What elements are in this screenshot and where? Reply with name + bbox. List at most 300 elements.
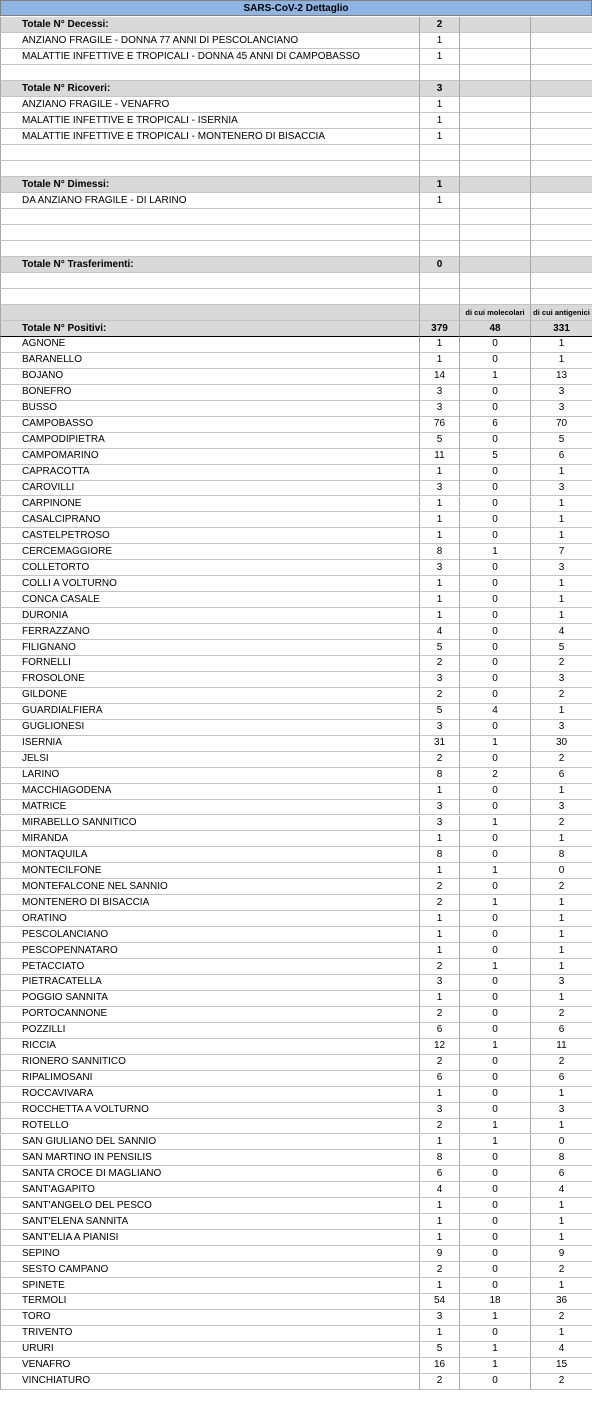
row-molecular	[460, 33, 531, 49]
row-antigenic: 6	[531, 1071, 592, 1087]
table-row	[0, 433, 592, 449]
row-label: CAMPODIPIETRA	[0, 433, 420, 449]
row-molecular: 0	[460, 1150, 531, 1166]
row-total: 3	[420, 975, 460, 991]
row-antigenic: 3	[531, 800, 592, 816]
row-molecular	[460, 225, 531, 241]
row-antigenic: 1	[531, 991, 592, 1007]
row-antigenic: 7	[531, 544, 592, 560]
row-molecular: 1	[460, 1039, 531, 1055]
row-molecular: 0	[460, 688, 531, 704]
row-total: 1	[420, 353, 460, 369]
row-label: SANT'ELENA SANNITA	[0, 1214, 420, 1230]
row-label	[0, 273, 420, 289]
row-label: TERMOLI	[0, 1294, 420, 1310]
table-row	[0, 481, 592, 497]
row-total	[420, 145, 460, 161]
row-total: 1	[420, 863, 460, 879]
table-row	[0, 1342, 592, 1358]
table-row	[0, 1294, 592, 1310]
row-molecular: 0	[460, 465, 531, 481]
row-total: 54	[420, 1294, 460, 1310]
row-antigenic: 1	[531, 512, 592, 528]
row-total: 2	[420, 879, 460, 895]
row-label: SANT'ANGELO DEL PESCO	[0, 1198, 420, 1214]
row-molecular: 0	[460, 847, 531, 863]
row-label: GUARDIALFIERA	[0, 704, 420, 720]
row-total: 1	[420, 927, 460, 943]
table-row	[0, 544, 592, 560]
row-molecular	[460, 257, 531, 273]
table-row	[0, 1326, 592, 1342]
table-row	[0, 1214, 592, 1230]
row-total: 3	[420, 1310, 460, 1326]
row-antigenic	[531, 257, 592, 273]
row-label: ISERNIA	[0, 736, 420, 752]
row-molecular: 1	[460, 1119, 531, 1135]
list-item	[0, 97, 592, 113]
row-label: FERRAZZANO	[0, 624, 420, 640]
row-total: 3	[420, 1103, 460, 1119]
row-molecular: 0	[460, 497, 531, 513]
row-antigenic	[531, 49, 592, 65]
column-subheader	[0, 305, 592, 321]
row-molecular	[460, 289, 531, 305]
table-row	[0, 752, 592, 768]
row-antigenic: 1	[531, 1087, 592, 1103]
row-label: MALATTIE INFETTIVE E TROPICALI - MONTENERO DI BISACCIA	[0, 129, 420, 145]
row-antigenic: 1	[531, 1230, 592, 1246]
row-antigenic: 0	[531, 863, 592, 879]
sheet-title: SARS-CoV-2 Dettaglio	[0, 0, 592, 16]
row-antigenic	[531, 273, 592, 289]
row-molecular	[460, 177, 531, 193]
row-label: JELSI	[0, 752, 420, 768]
row-label: CASALCIPRANO	[0, 512, 420, 528]
row-total: 3	[420, 481, 460, 497]
row-antigenic: 331	[531, 321, 592, 337]
row-molecular	[460, 17, 531, 33]
row-antigenic: 1	[531, 465, 592, 481]
row-label: TORO	[0, 1310, 420, 1326]
table-row	[0, 337, 592, 353]
row-molecular: 0	[460, 752, 531, 768]
row-molecular: 0	[460, 800, 531, 816]
row-antigenic: 1	[531, 895, 592, 911]
row-antigenic: 2	[531, 1310, 592, 1326]
row-antigenic: 2	[531, 816, 592, 832]
table-row	[0, 1246, 592, 1262]
row-antigenic: 2	[531, 1007, 592, 1023]
row-label: CASTELPETROSO	[0, 528, 420, 544]
row-label: POZZILLI	[0, 1023, 420, 1039]
row-total: 1	[420, 1326, 460, 1342]
row-label: MIRABELLO SANNITICO	[0, 816, 420, 832]
row-total: 1	[420, 97, 460, 113]
section-header-positivi	[0, 321, 592, 337]
row-antigenic: 9	[531, 1246, 592, 1262]
row-total: 9	[420, 1246, 460, 1262]
row-antigenic: 4	[531, 624, 592, 640]
row-total: 6	[420, 1166, 460, 1182]
row-total: 2	[420, 1262, 460, 1278]
row-molecular: 0	[460, 1214, 531, 1230]
row-label	[0, 241, 420, 257]
table-row	[0, 1135, 592, 1151]
section-header-ricoveri	[0, 81, 592, 97]
row-molecular: 0	[460, 991, 531, 1007]
row-antigenic: 1	[531, 704, 592, 720]
row-total: 0	[420, 257, 460, 273]
row-antigenic: 36	[531, 1294, 592, 1310]
row-total: 1	[420, 592, 460, 608]
row-total: 76	[420, 417, 460, 433]
row-label: LARINO	[0, 768, 420, 784]
row-total: 1	[420, 497, 460, 513]
row-label	[0, 225, 420, 241]
empty-row	[0, 289, 592, 305]
row-molecular: 0	[460, 337, 531, 353]
row-molecular	[460, 129, 531, 145]
row-antigenic: 1	[531, 831, 592, 847]
row-total: 1	[420, 1198, 460, 1214]
table-row	[0, 800, 592, 816]
row-label: BARANELLO	[0, 353, 420, 369]
row-total: 8	[420, 1150, 460, 1166]
row-antigenic: 1	[531, 1214, 592, 1230]
row-antigenic	[531, 193, 592, 209]
row-total	[420, 161, 460, 177]
row-molecular: 0	[460, 1326, 531, 1342]
row-label: CAMPOMARINO	[0, 449, 420, 465]
row-label: MATRICE	[0, 800, 420, 816]
table-row	[0, 353, 592, 369]
row-antigenic: 1	[531, 576, 592, 592]
list-item	[0, 193, 592, 209]
row-total: 1	[420, 337, 460, 353]
row-label	[0, 289, 420, 305]
row-label: SESTO CAMPANO	[0, 1262, 420, 1278]
row-label: CAPRACOTTA	[0, 465, 420, 481]
row-label: Totale N° Dimessi:	[0, 177, 420, 193]
table-row	[0, 911, 592, 927]
table-row	[0, 560, 592, 576]
table-row	[0, 528, 592, 544]
row-antigenic: 2	[531, 1262, 592, 1278]
table-row	[0, 879, 592, 895]
row-label: GUGLIONESI	[0, 720, 420, 736]
row-total	[420, 241, 460, 257]
row-label	[0, 65, 420, 81]
row-antigenic: 70	[531, 417, 592, 433]
row-molecular: 1	[460, 369, 531, 385]
row-antigenic: 2	[531, 879, 592, 895]
row-label: VENAFRO	[0, 1358, 420, 1374]
row-label: CERCEMAGGIORE	[0, 544, 420, 560]
row-label: SAN GIULIANO DEL SANNIO	[0, 1135, 420, 1151]
row-molecular: 0	[460, 624, 531, 640]
row-antigenic: 3	[531, 385, 592, 401]
table-row	[0, 1310, 592, 1326]
row-molecular	[460, 113, 531, 129]
row-molecular: 0	[460, 1374, 531, 1390]
row-antigenic: 1	[531, 497, 592, 513]
table-row	[0, 688, 592, 704]
row-antigenic: 1	[531, 337, 592, 353]
table-row	[0, 784, 592, 800]
table-row	[0, 895, 592, 911]
row-label: Totale N° Ricoveri:	[0, 81, 420, 97]
row-total	[420, 225, 460, 241]
row-total: 3	[420, 560, 460, 576]
row-label: CARPINONE	[0, 497, 420, 513]
row-antigenic: 4	[531, 1182, 592, 1198]
row-label: FORNELLI	[0, 656, 420, 672]
row-total: 1	[420, 1214, 460, 1230]
empty-row	[0, 145, 592, 161]
empty-row	[0, 161, 592, 177]
table-row	[0, 672, 592, 688]
row-antigenic: 5	[531, 433, 592, 449]
row-molecular	[460, 65, 531, 81]
row-antigenic: 15	[531, 1358, 592, 1374]
row-antigenic	[531, 161, 592, 177]
row-molecular: 0	[460, 1023, 531, 1039]
row-molecular: 1	[460, 1310, 531, 1326]
row-antigenic: 3	[531, 481, 592, 497]
row-label	[0, 305, 420, 321]
row-label: PESCOLANCIANO	[0, 927, 420, 943]
row-label: VINCHIATURO	[0, 1374, 420, 1390]
row-antigenic	[531, 97, 592, 113]
row-label: ROCCAVIVARA	[0, 1087, 420, 1103]
row-antigenic: 0	[531, 1135, 592, 1151]
row-label: TRIVENTO	[0, 1326, 420, 1342]
row-total: 2	[420, 1119, 460, 1135]
row-molecular: 0	[460, 1103, 531, 1119]
row-label: AGNONE	[0, 337, 420, 353]
row-label: MALATTIE INFETTIVE E TROPICALI - DONNA 45 ANNI DI CAMPOBASSO	[0, 49, 420, 65]
row-molecular	[460, 193, 531, 209]
row-total	[420, 289, 460, 305]
row-label: SANT'AGAPITO	[0, 1182, 420, 1198]
row-antigenic: 6	[531, 1166, 592, 1182]
row-antigenic: 1	[531, 927, 592, 943]
empty-row	[0, 241, 592, 257]
row-molecular	[460, 81, 531, 97]
row-antigenic	[531, 241, 592, 257]
row-molecular: 0	[460, 512, 531, 528]
row-antigenic: 1	[531, 911, 592, 927]
row-molecular: 0	[460, 720, 531, 736]
row-molecular: 0	[460, 353, 531, 369]
table-row	[0, 1119, 592, 1135]
row-antigenic	[531, 209, 592, 225]
row-molecular: 1	[460, 544, 531, 560]
row-label	[0, 209, 420, 225]
row-molecular: 1	[460, 1358, 531, 1374]
row-antigenic: 6	[531, 1023, 592, 1039]
row-molecular: 0	[460, 672, 531, 688]
row-total: 1	[420, 831, 460, 847]
row-molecular: 0	[460, 1262, 531, 1278]
row-total: 5	[420, 704, 460, 720]
row-total: 3	[420, 81, 460, 97]
table-row	[0, 1007, 592, 1023]
row-label: MONTEFALCONE NEL SANNIO	[0, 879, 420, 895]
table-row	[0, 1150, 592, 1166]
row-molecular: 0	[460, 592, 531, 608]
table-row	[0, 1087, 592, 1103]
row-molecular: 0	[460, 640, 531, 656]
row-molecular: di cui molecolari	[460, 305, 531, 321]
table-row	[0, 959, 592, 975]
row-antigenic: 1	[531, 784, 592, 800]
row-molecular: 0	[460, 656, 531, 672]
row-label: FROSOLONE	[0, 672, 420, 688]
row-antigenic: 1	[531, 1326, 592, 1342]
row-total	[420, 305, 460, 321]
row-total: 6	[420, 1023, 460, 1039]
row-total: 1	[420, 1135, 460, 1151]
table-row	[0, 592, 592, 608]
row-total: 1	[420, 911, 460, 927]
row-label: ANZIANO FRAGILE - VENAFRO	[0, 97, 420, 113]
row-label: POGGIO SANNITA	[0, 991, 420, 1007]
row-molecular: 0	[460, 1182, 531, 1198]
row-molecular: 0	[460, 831, 531, 847]
row-label: Totale N° Positivi:	[0, 321, 420, 337]
row-molecular: 0	[460, 608, 531, 624]
row-molecular: 4	[460, 704, 531, 720]
row-molecular: 2	[460, 768, 531, 784]
table-row	[0, 576, 592, 592]
row-antigenic: 2	[531, 1055, 592, 1071]
row-total: 4	[420, 1182, 460, 1198]
list-item	[0, 33, 592, 49]
table-row	[0, 1055, 592, 1071]
row-label: CAROVILLI	[0, 481, 420, 497]
row-molecular	[460, 49, 531, 65]
row-antigenic	[531, 177, 592, 193]
row-label: BONEFRO	[0, 385, 420, 401]
row-molecular: 0	[460, 1166, 531, 1182]
row-antigenic: 8	[531, 847, 592, 863]
row-total: 2	[420, 1055, 460, 1071]
row-antigenic: 2	[531, 656, 592, 672]
row-antigenic: 1	[531, 353, 592, 369]
row-label: PETACCIATO	[0, 959, 420, 975]
row-molecular: 1	[460, 816, 531, 832]
row-molecular: 0	[460, 1055, 531, 1071]
row-total: 4	[420, 624, 460, 640]
row-total: 8	[420, 847, 460, 863]
row-label: CAMPOBASSO	[0, 417, 420, 433]
row-molecular: 1	[460, 1135, 531, 1151]
row-label: Totale N° Decessi:	[0, 17, 420, 33]
table-row	[0, 831, 592, 847]
row-antigenic: di cui antigenici	[531, 305, 592, 321]
row-antigenic: 3	[531, 672, 592, 688]
table-row	[0, 1278, 592, 1294]
row-label: URURI	[0, 1342, 420, 1358]
row-label: CONCA CASALE	[0, 592, 420, 608]
row-total	[420, 209, 460, 225]
row-molecular	[460, 161, 531, 177]
row-antigenic: 1	[531, 528, 592, 544]
row-label: COLLI A VOLTURNO	[0, 576, 420, 592]
row-molecular: 1	[460, 1342, 531, 1358]
row-molecular	[460, 273, 531, 289]
row-total: 2	[420, 959, 460, 975]
row-molecular: 18	[460, 1294, 531, 1310]
table-row	[0, 401, 592, 417]
row-antigenic: 3	[531, 975, 592, 991]
row-antigenic: 6	[531, 449, 592, 465]
row-label	[0, 161, 420, 177]
table-row	[0, 927, 592, 943]
table-row	[0, 1103, 592, 1119]
row-molecular: 0	[460, 560, 531, 576]
row-label: MONTECILFONE	[0, 863, 420, 879]
row-molecular	[460, 145, 531, 161]
row-molecular: 0	[460, 385, 531, 401]
row-molecular: 0	[460, 1230, 531, 1246]
row-antigenic: 1	[531, 608, 592, 624]
row-total: 1	[420, 177, 460, 193]
table-row	[0, 369, 592, 385]
row-molecular	[460, 209, 531, 225]
row-antigenic: 1	[531, 943, 592, 959]
row-total: 3	[420, 401, 460, 417]
row-label: ROCCHETTA A VOLTURNO	[0, 1103, 420, 1119]
row-total: 1	[420, 465, 460, 481]
row-antigenic: 1	[531, 1119, 592, 1135]
row-total: 11	[420, 449, 460, 465]
row-total: 5	[420, 1342, 460, 1358]
row-total: 5	[420, 433, 460, 449]
row-antigenic: 1	[531, 959, 592, 975]
table-row	[0, 1374, 592, 1390]
row-total	[420, 273, 460, 289]
table-row	[0, 449, 592, 465]
list-item	[0, 49, 592, 65]
row-molecular: 0	[460, 433, 531, 449]
row-molecular: 0	[460, 1007, 531, 1023]
table-row	[0, 863, 592, 879]
row-total: 2	[420, 895, 460, 911]
row-total: 6	[420, 1071, 460, 1087]
row-antigenic	[531, 145, 592, 161]
row-label: SEPINO	[0, 1246, 420, 1262]
empty-row	[0, 273, 592, 289]
row-molecular: 1	[460, 895, 531, 911]
row-label: RICCIA	[0, 1039, 420, 1055]
table-row	[0, 465, 592, 481]
row-molecular: 0	[460, 1087, 531, 1103]
table-row	[0, 768, 592, 784]
row-total: 16	[420, 1358, 460, 1374]
table-row	[0, 1071, 592, 1087]
row-molecular: 1	[460, 959, 531, 975]
row-antigenic	[531, 225, 592, 241]
row-molecular: 0	[460, 401, 531, 417]
section-header-dimessi	[0, 177, 592, 193]
row-total: 1	[420, 49, 460, 65]
table-row	[0, 816, 592, 832]
row-molecular: 0	[460, 927, 531, 943]
row-label: ANZIANO FRAGILE - DONNA 77 ANNI DI PESCOLANCIANO	[0, 33, 420, 49]
